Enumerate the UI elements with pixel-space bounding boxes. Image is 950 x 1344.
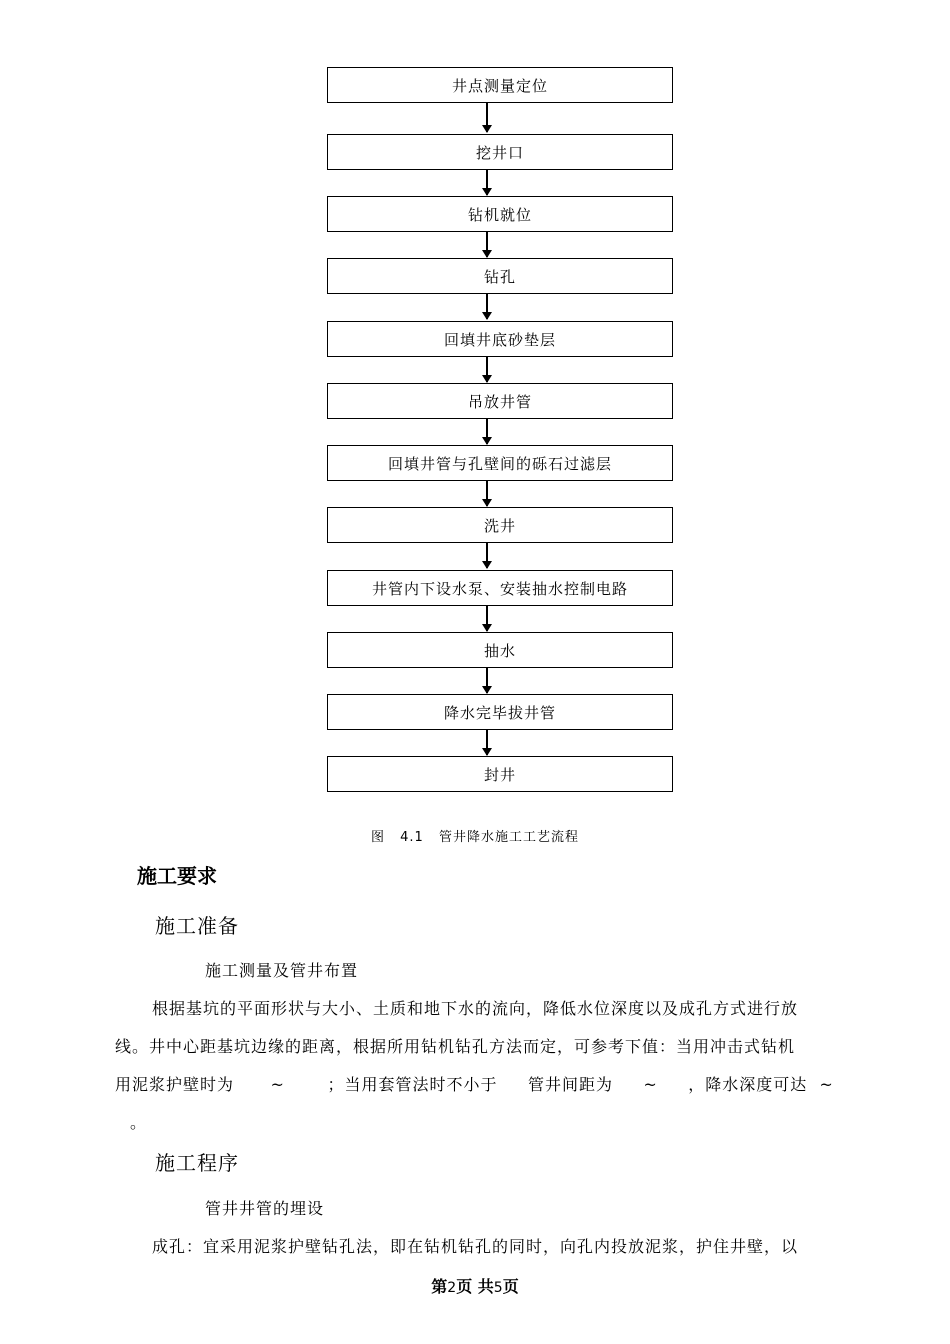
subheading-survey: 施工测量及管井布置 bbox=[205, 961, 359, 980]
flow-arrow bbox=[486, 170, 488, 195]
caption-prefix: 图 bbox=[371, 830, 386, 845]
flow-arrow bbox=[486, 668, 488, 693]
flow-step-3: 钻机就位 bbox=[327, 196, 673, 232]
paragraph-line: 成孔：宜采用泥浆护壁钻孔法，即在钻机钻孔的同时，向孔内投放泥浆，护住井壁，以 bbox=[152, 1237, 799, 1256]
page-label-1: 第 bbox=[431, 1277, 448, 1296]
flow-arrow bbox=[486, 232, 488, 257]
flow-step-6: 吊放井管 bbox=[327, 383, 673, 419]
flow-step-4: 钻孔 bbox=[327, 258, 673, 294]
flow-step-9: 井管内下设水泵、安装抽水控制电路 bbox=[327, 570, 673, 606]
flow-arrow bbox=[486, 419, 488, 444]
flow-arrow bbox=[486, 103, 488, 132]
flow-step-5: 回填井底砂垫层 bbox=[327, 321, 673, 357]
figure-caption bbox=[0, 826, 950, 845]
flow-step-1: 井点测量定位 bbox=[327, 67, 673, 103]
flow-step-10: 抽水 bbox=[327, 632, 673, 668]
flow-arrow bbox=[486, 481, 488, 506]
section-heading-requirements: 施工要求 bbox=[137, 864, 217, 888]
page-label-2: 页 共 bbox=[456, 1277, 494, 1296]
flow-step-11: 降水完毕拔井管 bbox=[327, 694, 673, 730]
caption-text: 管井降水施工工艺流程 bbox=[438, 830, 579, 845]
flow-step-7: 回填井管与孔壁间的砾石过滤层 bbox=[327, 445, 673, 481]
paragraph-line: 线。井中心距基坑边缘的距离，根据所用钻机钻孔方法而定，可参考下值：当用冲击式钻机 bbox=[115, 1037, 796, 1056]
flow-step-2: 挖井口 bbox=[327, 134, 673, 170]
page-total: 5 bbox=[493, 1280, 503, 1296]
paragraph-line: 用泥浆护壁时为 ~ ；当用套管法时不小于 管井间距为 ~ ，降水深度可达 ~ bbox=[115, 1075, 834, 1094]
flow-arrow bbox=[486, 730, 488, 755]
section-heading-preparation: 施工准备 bbox=[155, 914, 239, 938]
page-label-3: 页 bbox=[502, 1277, 519, 1296]
paragraph-line: 根据基坑的平面形状与大小、土质和地下水的流向，降低水位深度以及成孔方式进行放 bbox=[152, 999, 799, 1018]
flow-arrow bbox=[486, 357, 488, 382]
flow-arrow bbox=[486, 543, 488, 568]
flow-arrow bbox=[486, 606, 488, 631]
flow-step-12: 封井 bbox=[327, 756, 673, 792]
section-heading-procedure: 施工程序 bbox=[155, 1151, 239, 1175]
subheading-burial: 管井井管的埋设 bbox=[205, 1199, 325, 1218]
page-current: 2 bbox=[447, 1280, 457, 1296]
page-footer bbox=[0, 1274, 950, 1297]
flow-step-8: 洗井 bbox=[327, 507, 673, 543]
paragraph-line: 。 bbox=[130, 1113, 148, 1132]
flow-arrow bbox=[486, 294, 488, 319]
caption-number: 4.1 bbox=[400, 830, 424, 845]
